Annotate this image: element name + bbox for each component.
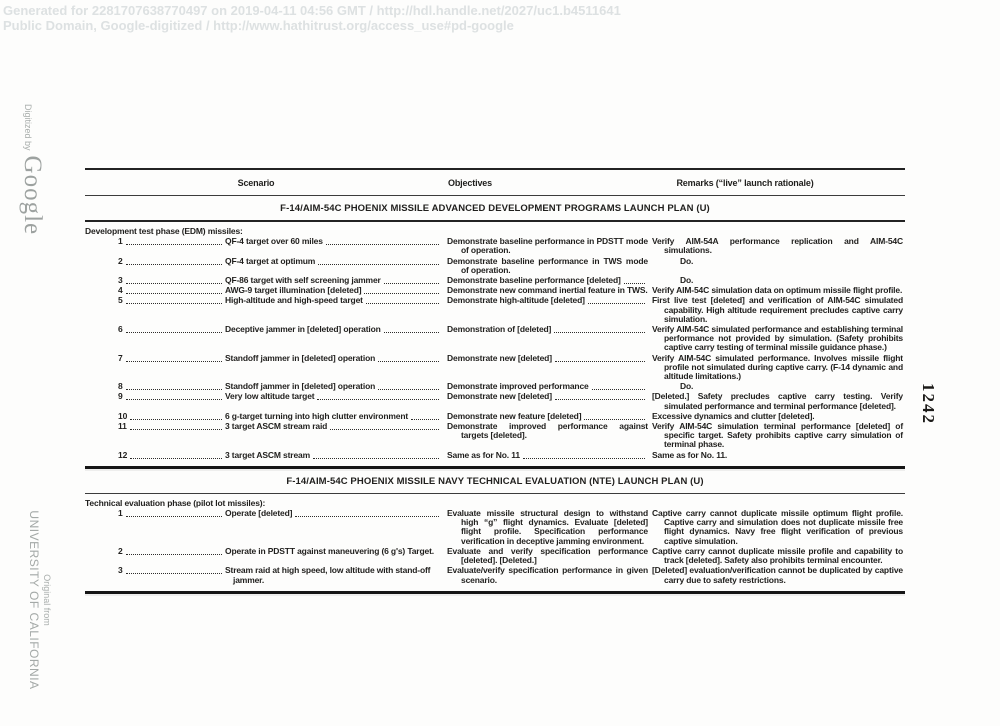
objective-cell bbox=[447, 257, 652, 275]
remarks-text: Verify AIM-54C simulated performance and establishing terminal performance not provided by simulation. (Safety prohibits captive carry testing of terminal missile guidance phase.) bbox=[652, 324, 903, 353]
scenario-cell bbox=[225, 276, 447, 285]
original-from-text: Original from bbox=[42, 574, 52, 626]
dot-leader bbox=[126, 276, 222, 284]
row-number: 12 bbox=[118, 449, 128, 460]
scenario-text: 6 g-target turning into high clutter environment bbox=[225, 410, 409, 421]
table-row bbox=[85, 422, 905, 450]
table-row bbox=[85, 566, 905, 584]
row-number-cell bbox=[85, 547, 225, 556]
row-number: 8 bbox=[118, 381, 123, 392]
dot-leader bbox=[555, 354, 645, 362]
row-number-cell bbox=[85, 286, 225, 295]
phase-label-nte: Technical evaluation phase (pilot lot missiles): bbox=[85, 497, 266, 508]
dot-leader bbox=[130, 412, 222, 420]
scenario-text: High-altitude and high-speed target bbox=[225, 295, 363, 306]
row-number: 5 bbox=[118, 295, 123, 306]
objective-cell bbox=[447, 382, 652, 391]
table-row bbox=[85, 237, 905, 255]
dot-leader bbox=[130, 422, 222, 430]
watermark-line-2: Public Domain, Google-digitized / http://www.hathitrust.org/access_use#pd-google bbox=[3, 18, 514, 33]
objective-text: Demonstrate improved performance against targets [deleted]. bbox=[447, 421, 648, 441]
remarks-text: Captive carry cannot duplicate missile profile and capability to track [deleted]. Safety also prohibits terminal encounter. bbox=[652, 545, 903, 566]
scenario-text: Deceptive jammer in [deleted] operation bbox=[225, 324, 381, 335]
remarks-text: Same as for No. 11. bbox=[652, 449, 728, 460]
scenario-cell bbox=[225, 237, 447, 246]
phase-label-edm: Development test phase (EDM) missiles: bbox=[85, 226, 243, 236]
objective-cell bbox=[447, 296, 652, 305]
row-number-cell bbox=[85, 422, 225, 431]
rule-bottom bbox=[85, 591, 905, 594]
scenario-cell bbox=[225, 422, 447, 431]
objective-text: Demonstrate baseline performance in PDSTT mode of operation. bbox=[447, 236, 648, 256]
scenario-cell bbox=[225, 392, 447, 401]
column-headers bbox=[85, 170, 905, 195]
objective-cell bbox=[447, 354, 652, 363]
scenario-text: Operate in PDSTT against maneuvering (6 g's) Target. bbox=[225, 545, 434, 556]
row-number: 6 bbox=[118, 324, 123, 335]
row-number: 9 bbox=[118, 391, 123, 402]
remarks-text: [Deleted.] Safety precludes captive carry testing. Verify simulated performance and terminal performance [deleted]. bbox=[652, 391, 903, 411]
scenario-cell bbox=[225, 451, 447, 460]
scenario-text: QF-86 target with self screening jammer bbox=[225, 275, 381, 286]
dot-leader bbox=[126, 354, 222, 362]
dot-leader bbox=[555, 392, 645, 400]
row-number-cell bbox=[85, 325, 225, 334]
dot-leader bbox=[330, 422, 439, 430]
table-row bbox=[85, 286, 905, 295]
objective-text: Demonstrate baseline performance in TWS mode of operation. bbox=[447, 255, 648, 275]
table-row bbox=[85, 509, 905, 546]
objective-cell bbox=[447, 451, 652, 460]
row-number: 7 bbox=[118, 352, 123, 363]
dot-leader bbox=[554, 325, 645, 333]
row-number-cell bbox=[85, 237, 225, 246]
remarks-text: Captive carry cannot duplicate missile optimum flight profile. Captive carry and simulation does not duplicate missile free flight dynamics. Navy free flight verification of previous captive simulation. bbox=[652, 508, 903, 546]
objective-cell bbox=[447, 509, 652, 546]
table-row bbox=[85, 276, 905, 285]
remarks-text: Verify AIM-54A performance replication and AIM-54C simulations. bbox=[652, 236, 903, 256]
dot-leader bbox=[378, 354, 439, 362]
dot-leader bbox=[126, 566, 222, 574]
dot-leader bbox=[126, 547, 222, 555]
dot-leader bbox=[523, 451, 645, 459]
dot-leader bbox=[126, 325, 222, 333]
objective-text: Evaluate and verify specification performance [deleted]. [Deleted.] bbox=[447, 545, 648, 566]
edm-section-body bbox=[85, 222, 905, 466]
objective-text: Evaluate/verify specification performance in given scenario. bbox=[447, 565, 648, 585]
objective-text: Demonstrate high-altitude [deleted] bbox=[447, 295, 585, 306]
table-row bbox=[85, 547, 905, 565]
remarks-text: Excessive dynamics and clutter [deleted]. bbox=[652, 410, 815, 421]
table-row bbox=[85, 354, 905, 382]
scenario-text: Standoff jammer in [deleted] operation bbox=[225, 352, 376, 363]
dot-leader bbox=[326, 237, 439, 245]
row-number: 2 bbox=[118, 545, 123, 556]
objective-cell bbox=[447, 286, 652, 295]
page-number: 1242 bbox=[919, 383, 938, 425]
row-number-cell bbox=[85, 382, 225, 391]
original-from-label bbox=[27, 484, 52, 716]
dot-leader bbox=[313, 451, 439, 459]
scenario-text: Standoff jammer in [deleted] operation bbox=[225, 381, 376, 392]
row-number-cell bbox=[85, 354, 225, 363]
dot-leader bbox=[592, 382, 645, 390]
table-row bbox=[85, 257, 905, 275]
table-row bbox=[85, 451, 905, 460]
row-number-cell bbox=[85, 276, 225, 285]
scenario-text: QF-4 target at optimum bbox=[225, 255, 316, 266]
scenario-cell bbox=[225, 354, 447, 363]
remarks-text: [Deleted] evaluation/verification cannot be duplicated by captive carry due to safety restrictions. bbox=[652, 565, 903, 585]
google-logo: Google bbox=[19, 155, 46, 236]
dot-leader bbox=[624, 276, 645, 284]
dot-leader bbox=[126, 509, 222, 517]
row-number-cell bbox=[85, 509, 225, 518]
scenario-cell bbox=[225, 566, 447, 584]
dot-leader bbox=[584, 412, 645, 420]
table-row bbox=[85, 325, 905, 353]
objective-text: Demonstrate new [deleted] bbox=[447, 352, 552, 363]
dot-leader bbox=[130, 451, 222, 459]
header-scenario: Scenario bbox=[237, 178, 275, 188]
launch-plan-table bbox=[85, 168, 905, 594]
dot-leader bbox=[126, 392, 222, 400]
scenario-text: Very low altitude target bbox=[225, 391, 315, 402]
dot-leader bbox=[411, 412, 439, 420]
row-number-cell bbox=[85, 296, 225, 305]
watermark-line-1: Generated for 2281707638770497 on 2019-04-11 04:56 GMT / http://hdl.handle.net/2027/uc1.b4511641 bbox=[3, 3, 621, 18]
objective-cell bbox=[447, 392, 652, 401]
scenario-cell bbox=[225, 509, 447, 518]
row-number: 3 bbox=[118, 565, 123, 576]
objective-text: Demonstrate baseline performance [deleted] bbox=[447, 275, 621, 286]
nte-section-body bbox=[85, 494, 905, 591]
scenario-cell bbox=[225, 325, 447, 334]
objective-cell bbox=[447, 276, 652, 285]
scenario-text: 3 target ASCM stream raid bbox=[225, 421, 328, 432]
row-number-cell bbox=[85, 257, 225, 266]
objective-text: Demonstrate improved performance bbox=[447, 381, 589, 392]
row-number: 10 bbox=[118, 410, 128, 421]
section-title-edm: F-14/AIM-54C PHOENIX MISSILE ADVANCED DEVELOPMENT PROGRAMS LAUNCH PLAN (U) bbox=[280, 203, 710, 214]
digitized-by-google-label bbox=[18, 104, 46, 235]
remarks-text: Do. bbox=[680, 381, 694, 392]
row-number: 3 bbox=[118, 275, 123, 286]
dot-leader bbox=[126, 382, 222, 390]
scenario-cell bbox=[225, 382, 447, 391]
remarks-text: Verify AIM-54C simulation terminal performance [deleted] of specific target. Safety prohibits captive carry simulation of terminal phase. bbox=[652, 421, 903, 450]
table-row bbox=[85, 392, 905, 410]
table-row bbox=[85, 412, 905, 421]
row-number-cell bbox=[85, 412, 225, 421]
row-number: 11 bbox=[118, 421, 127, 432]
scenario-cell bbox=[225, 296, 447, 305]
scenario-cell bbox=[225, 286, 447, 295]
objective-text: Demonstrate new [deleted] bbox=[447, 391, 552, 402]
dot-leader bbox=[588, 296, 645, 304]
remarks-text: First live test [deleted] and verification of AIM-54C simulated capability. High altitude requirement precludes captive carry simulation. bbox=[652, 295, 903, 324]
section-title-nte: F-14/AIM-54C PHOENIX MISSILE NAVY TECHNICAL EVALUATION (NTE) LAUNCH PLAN (U) bbox=[286, 475, 704, 487]
scenario-text: 3 target ASCM stream bbox=[225, 449, 311, 460]
objective-cell bbox=[447, 566, 652, 584]
scenario-text: Operate [deleted] bbox=[225, 508, 293, 519]
dot-leader bbox=[295, 509, 439, 517]
objective-text: Demonstrate new command inertial feature in TWS. bbox=[447, 285, 648, 296]
objective-cell bbox=[447, 412, 652, 421]
objective-text: Demonstrate new feature [deleted] bbox=[447, 410, 582, 421]
row-number: 1 bbox=[118, 508, 123, 519]
dot-leader bbox=[384, 325, 439, 333]
scenario-text: Stream raid at high speed, low altitude with stand-off jammer. bbox=[225, 565, 431, 585]
dot-leader bbox=[384, 276, 439, 284]
scenario-cell bbox=[225, 257, 447, 266]
dot-leader bbox=[317, 392, 439, 400]
objective-cell bbox=[447, 237, 652, 255]
objective-cell bbox=[447, 325, 652, 334]
row-number: 1 bbox=[118, 236, 123, 247]
objective-text: Demonstration of [deleted] bbox=[447, 324, 552, 335]
dot-leader bbox=[126, 237, 222, 245]
objective-text: Evaluate missile structural design to withstand high “g” flight dynamics. Evaluate [deleted] flight profile. Specification performance verification in deceptive jamming environment. bbox=[447, 508, 648, 546]
dot-leader bbox=[126, 286, 222, 294]
table-row bbox=[85, 382, 905, 391]
scenario-text: AWG-9 target illumination [deleted] bbox=[225, 285, 362, 296]
dot-leader bbox=[366, 296, 439, 304]
row-number-cell bbox=[85, 451, 225, 460]
dot-leader bbox=[378, 382, 439, 390]
dot-leader bbox=[364, 286, 439, 294]
dot-leader bbox=[126, 257, 222, 265]
row-number: 2 bbox=[118, 255, 123, 266]
dot-leader bbox=[318, 257, 439, 265]
hathitrust-watermark bbox=[3, 3, 621, 33]
scenario-cell bbox=[225, 412, 447, 421]
university-name: UNIVERSITY OF CALIFORNIA bbox=[27, 510, 41, 690]
row-number-cell bbox=[85, 566, 225, 575]
objective-cell bbox=[447, 547, 652, 565]
objective-cell bbox=[447, 422, 652, 440]
row-number: 4 bbox=[118, 285, 123, 296]
remarks-text: Verify AIM-54C simulated performance. Involves missile flight profile not simulated during captive carry. (F-14 dynamic and altitude limitations.) bbox=[652, 352, 903, 382]
remarks-text: Do. bbox=[680, 275, 694, 286]
scenario-text: QF-4 target over 60 miles bbox=[225, 236, 323, 247]
row-number-cell bbox=[85, 392, 225, 401]
table-row bbox=[85, 296, 905, 324]
header-objectives: Objectives bbox=[447, 178, 493, 188]
remarks-text: Do. bbox=[680, 255, 694, 266]
remarks-text: Verify AIM-54C simulation data on optimum missile flight profile. bbox=[652, 285, 903, 296]
objective-text: Same as for No. 11 bbox=[447, 449, 520, 460]
digitized-by-text: Digitized by bbox=[23, 104, 33, 151]
header-remarks: Remarks (“live” launch rationale) bbox=[676, 178, 814, 188]
scenario-cell bbox=[225, 547, 447, 556]
dot-leader bbox=[126, 296, 222, 304]
